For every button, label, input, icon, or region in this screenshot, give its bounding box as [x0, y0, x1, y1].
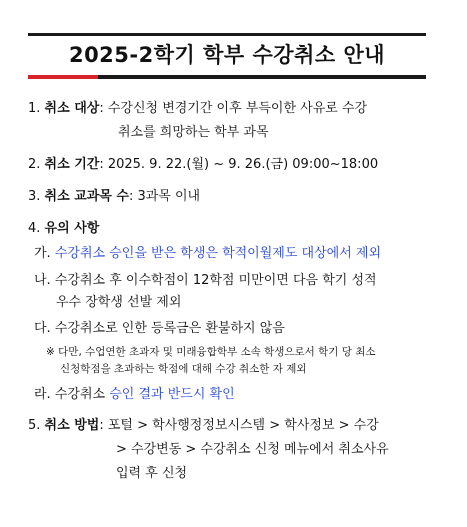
- section-target: [28, 98, 367, 120]
- section-course-count: [28, 186, 200, 208]
- section-method-continuation-2: 입력 후 신청: [116, 466, 188, 481]
- section-label: 유의 사항: [44, 221, 100, 236]
- note-item-ra: [34, 384, 235, 406]
- note-marker: 가.: [34, 246, 51, 261]
- section-number: 2.: [28, 157, 41, 172]
- section-number: 5.: [28, 418, 41, 433]
- note-item-na: [34, 270, 377, 292]
- section-target-continuation: 취소를 희망하는 학부 과목: [118, 125, 269, 140]
- section-number: 4.: [28, 221, 41, 236]
- section-text: : 수강신청 변경기간 이후 부득이한 사유로 수강: [99, 101, 368, 116]
- section-notes: [28, 218, 99, 240]
- section-text: : 2025. 9. 22.(월) ~ 9. 26.(금) 09:00~18:00: [99, 157, 379, 172]
- section-method: [28, 415, 379, 437]
- note-item-da: [34, 318, 285, 340]
- note-marker: 나.: [34, 273, 51, 288]
- section-label: 취소 대상: [44, 101, 100, 116]
- section-label: 취소 교과목 수: [44, 189, 129, 204]
- title-banner: [28, 33, 426, 79]
- title-red-accent: [28, 75, 98, 79]
- remark-text: 다만, 수업연한 초과자 및 미래융합학부 소속 학생으로서 학기 당 최소: [58, 346, 376, 358]
- section-label: 취소 기간: [44, 157, 100, 172]
- note-item-ga: [34, 243, 381, 265]
- page-title: 2025-2학기 학부 수강취소 안내: [68, 43, 386, 67]
- note-text: 수강취소: [54, 387, 110, 402]
- note-marker: 다.: [34, 321, 51, 336]
- section-text: : 3과목 이내: [128, 189, 201, 204]
- note-marker: 라.: [34, 387, 51, 402]
- note-item-na-continuation: 우수 장학생 선발 제외: [56, 295, 182, 310]
- section-number: 1.: [28, 101, 41, 116]
- note-item-da-remark: [46, 344, 376, 361]
- section-label: 취소 방법: [44, 418, 100, 433]
- section-method-continuation-1: > 수강변동 > 수강취소 신청 메뉴에서 취소사유: [116, 442, 389, 457]
- note-text-highlight: 승인 결과 반드시 확인: [109, 387, 235, 402]
- note-text: 수강취소로 인한 등록금은 환불하지 않음: [54, 321, 285, 336]
- remark-marker: ※: [46, 346, 55, 358]
- note-text: 수강취소 후 이수학점이 12학점 미만이면 다음 학기 성적: [54, 273, 377, 288]
- note-text-highlight: 수강취소 승인을 받은 학생은 학적이월제도 대상에서 제외: [54, 246, 382, 261]
- section-number: 3.: [28, 189, 41, 204]
- section-period: [28, 154, 378, 176]
- section-text: : 포털 > 학사행정정보시스템 > 학사정보 > 수강: [99, 418, 379, 433]
- note-item-da-remark-continuation: 신청학점을 초과하는 학점에 대해 수강 취소한 자 제외: [60, 363, 307, 375]
